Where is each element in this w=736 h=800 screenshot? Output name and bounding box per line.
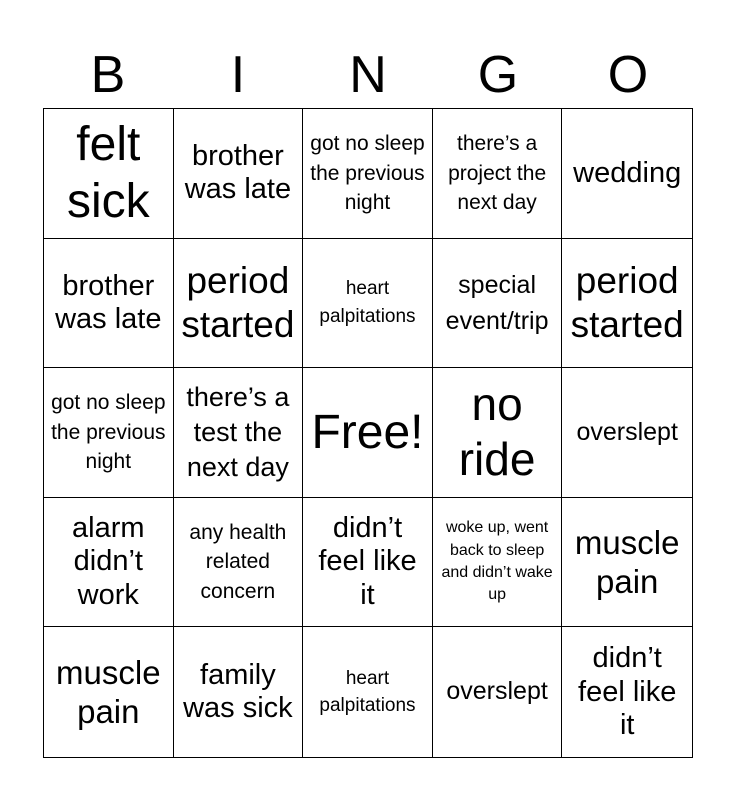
bingo-cell[interactable]	[562, 239, 692, 369]
header-letter-g: G	[477, 46, 519, 104]
cell-label: didn’t feel like it	[578, 642, 677, 741]
bingo-cell[interactable]	[562, 498, 692, 628]
bingo-cell[interactable]	[433, 109, 563, 239]
cell-label: no ride	[458, 378, 536, 486]
cell-label: any health related concern	[189, 521, 287, 603]
cell-label: woke up, went back to sleep and didn’t wake up	[441, 519, 553, 604]
bingo-cell[interactable]	[44, 368, 174, 498]
bingo-grid	[43, 108, 693, 758]
cell-label: muscle pain	[56, 653, 161, 731]
header-letter-i: I	[230, 46, 246, 104]
cell-label: felt sick	[66, 117, 150, 229]
bingo-cell[interactable]	[174, 109, 304, 239]
bingo-cell[interactable]	[433, 498, 563, 628]
cell-label: didn’t feel like it	[318, 512, 417, 611]
cell-label: heart palpitations	[319, 278, 416, 327]
cell-label: got no sleep the previous night	[51, 391, 166, 474]
bingo-cell[interactable]	[303, 368, 433, 498]
cell-label: overslept	[446, 677, 548, 706]
bingo-cell[interactable]	[44, 627, 174, 757]
cell-label: period started	[570, 259, 684, 345]
cell-label: heart palpitations	[319, 667, 416, 717]
bingo-cell[interactable]	[44, 498, 174, 628]
bingo-cell[interactable]	[174, 498, 304, 628]
bingo-cell[interactable]	[433, 239, 563, 369]
cell-label: special event/trip	[445, 270, 549, 335]
bingo-cell[interactable]	[303, 239, 433, 369]
header-letter-o: O	[607, 46, 649, 104]
cell-label: muscle pain	[574, 523, 680, 601]
bingo-cell[interactable]	[303, 498, 433, 628]
cell-label: there’s a project the next day	[448, 132, 547, 214]
cell-label: period started	[181, 259, 295, 345]
cell-label: there’s a test the next day	[186, 381, 290, 483]
bingo-cell[interactable]	[433, 627, 563, 757]
cell-label: Free!	[311, 405, 424, 459]
bingo-cell[interactable]	[44, 239, 174, 369]
cell-label: family was sick	[183, 658, 293, 725]
bingo-cell[interactable]	[562, 109, 692, 239]
bingo-cell[interactable]	[562, 627, 692, 757]
bingo-cell[interactable]	[44, 109, 174, 239]
cell-label: alarm didn’t work	[72, 512, 145, 611]
bingo-cell[interactable]	[174, 239, 304, 369]
bingo-cell[interactable]	[303, 627, 433, 757]
bingo-header	[43, 42, 693, 108]
bingo-cell[interactable]	[174, 627, 304, 757]
cell-label: brother was late	[184, 139, 292, 206]
bingo-cell[interactable]	[174, 368, 304, 498]
header-letter-b: B	[90, 46, 126, 104]
header-letter-n: N	[349, 46, 387, 104]
cell-label: wedding	[573, 156, 682, 189]
cell-label: got no sleep the previous night	[310, 132, 425, 214]
cell-label: overslept	[576, 417, 678, 446]
bingo-cell[interactable]	[433, 368, 563, 498]
cell-label: brother was late	[55, 269, 162, 335]
bingo-cell[interactable]	[562, 368, 692, 498]
bingo-cell[interactable]	[303, 109, 433, 239]
